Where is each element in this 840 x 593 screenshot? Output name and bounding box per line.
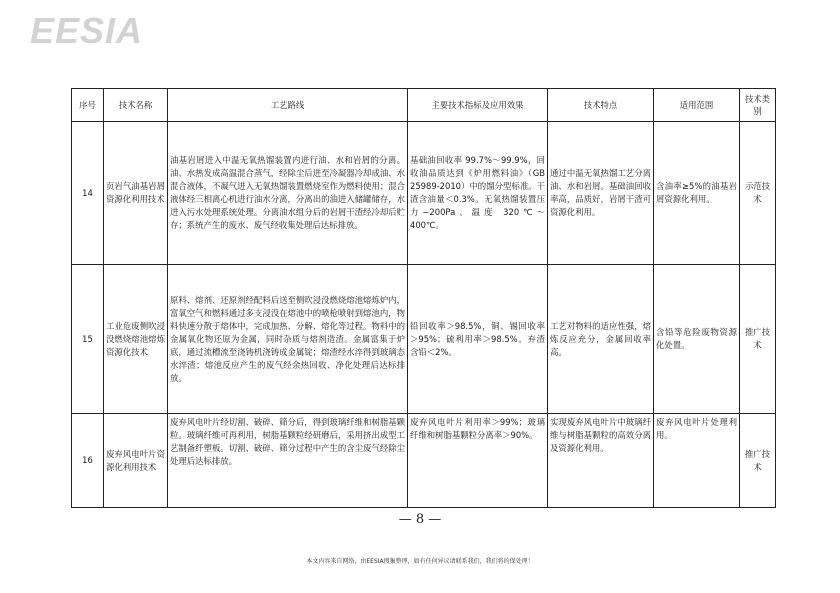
page-number: — 8 —	[398, 512, 442, 527]
header-indicators: 主要技术指标及应用效果	[408, 89, 548, 122]
cell-scope: 含油率≥5%的油基岩屑资源化利用。	[654, 122, 740, 265]
cell-process: 废弃风电叶片经切割、破碎、筛分后，得到玻璃纤维和树脂基颗粒。玻璃纤维可再利用，树脂基颗粒经研磨后，采用挤出成型工艺制备纤塑板。切割、破碎、筛分过程中产生的含尘废气经除尘处理后达标排放。	[168, 414, 408, 508]
cell-no: 14	[72, 122, 104, 265]
cell-process: 油基岩屑进入中温无氧热馏装置内进行油、水和岩屑的分离。油、水热发成高温混合蒸气，经除尘后进至冷凝器冷却成油、水混合液体，不凝气进入无氧热馏装置燃烧室作为燃料使用；混合液体经三相离心机进行油水分离，分离出的油进入储罐储存，水进入污水处理系统处理。分离油水组分后的岩屑干渣经冷却后贮存；系统产生的废水、废气经收集处理后达标排放。	[168, 122, 408, 265]
cell-type: 推广技术	[740, 265, 776, 414]
cell-indicators: 废弃风电叶片利用率＞99%；玻璃纤维和树脂基颗粒分离率＞90%。	[408, 414, 548, 508]
technology-table	[71, 88, 776, 508]
footer-disclaimer: 本文内容来自网络，由EESIA搜集整理，如有任何异议请联系我们，我们将的保处理！	[306, 558, 534, 565]
header-features: 技术特点	[548, 89, 654, 122]
cell-name: 废弃风电叶片资源化利用技术	[104, 414, 168, 508]
eesia-watermark-logo: EESIA	[30, 10, 144, 51]
cell-features: 工艺对物料的适应性强，熔炼反应充分，金属回收率高。	[548, 265, 654, 414]
header-process: 工艺路线	[168, 89, 408, 122]
cell-process: 原料、熔剂、还原剂经配料后送至侧吹浸没燃烧熔池熔炼炉内，富氧空气和燃料通过多支浸没在熔池中的喷枪喷射到熔池内，物料快速分散于熔体中，完成加热、分解、熔化等过程。物料中的金属氧化物还原为金属，同时杂质与熔剂造渣。金属富集于炉底，通过流槽流至浇铸机浇铸成金属锭；熔渣经水淬得到玻璃态水淬渣；熔池反应产生的废气经余热回收、净化处理后达标排放。	[168, 265, 408, 414]
table-row	[72, 414, 776, 508]
cell-scope: 含铅等危险废物资源化处置。	[654, 265, 740, 414]
header-type: 技术类别	[740, 89, 776, 122]
header-name: 技术名称	[104, 89, 168, 122]
cell-indicators: 基础油回收率 99.7%～99.9%，回收油品质达到《炉用燃料油》（GB 25989-2010）中的馏分型标准。干渣含油量＜0.3%。无氧热馏装置压力−200Pa、温度 320℃～400℃。	[408, 122, 548, 265]
cell-features: 通过中温无氧热馏工艺分离油、水和岩屑。基础油回收率高，品质好，岩屑干渣可资源化利用。	[548, 122, 654, 265]
header-no: 序号	[72, 89, 104, 122]
table-header-row	[72, 89, 776, 122]
cell-type: 示范技术	[740, 122, 776, 265]
table-row	[72, 265, 776, 414]
header-scope: 适用范围	[654, 89, 740, 122]
cell-name: 页岩气油基岩屑资源化利用技术	[104, 122, 168, 265]
table-row	[72, 122, 776, 265]
cell-indicators: 铅回收率＞98.5%，铜、锡回收率＞95%；硫利用率＞98.5%。弃渣含铅＜2%。	[408, 265, 548, 414]
cell-no: 16	[72, 414, 104, 508]
cell-name: 工业危废侧吹浸没燃烧熔池熔炼资源化技术	[104, 265, 168, 414]
cell-type: 推广技术	[740, 414, 776, 508]
cell-features: 实现废弃风电叶片中玻璃纤维与树脂基颗粒的高效分离及资源化利用。	[548, 414, 654, 508]
cell-scope: 废弃风电叶片处理利用。	[654, 414, 740, 508]
cell-no: 15	[72, 265, 104, 414]
